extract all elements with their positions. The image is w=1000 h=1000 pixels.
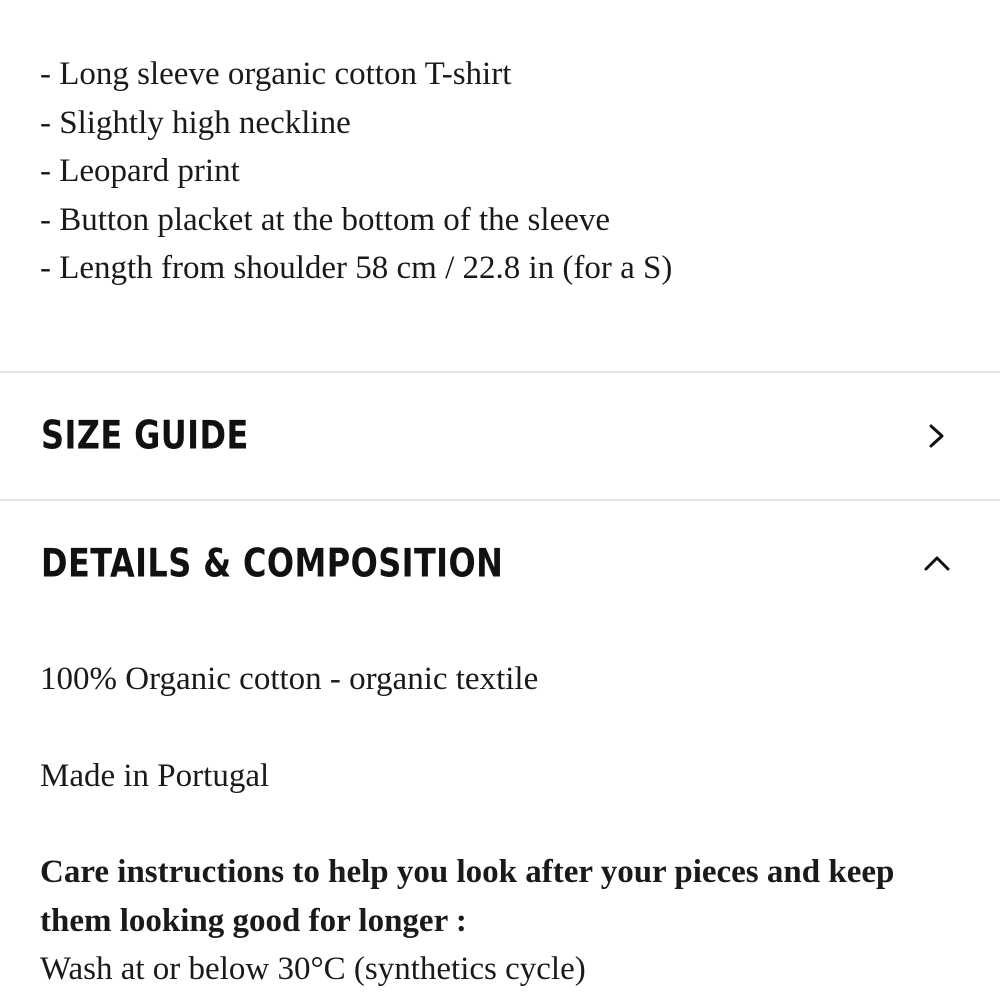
details-composition-title: DETAILS & COMPOSITION	[41, 541, 504, 587]
size-guide-accordion[interactable]	[0, 373, 1000, 499]
care-instructions-heading: Care instructions to help you look after your pieces and keep them looking good for longer :	[40, 854, 895, 939]
feature-item: - Slightly high neckline	[40, 104, 351, 141]
feature-item: - Button placket at the bottom of the sleeve	[40, 201, 611, 238]
product-features-list	[40, 50, 672, 293]
chevron-right-icon	[926, 421, 948, 451]
feature-item: - Leopard print	[40, 153, 240, 189]
composition-text: 100% Organic cotton - organic textile	[40, 661, 539, 697]
origin-text: Made in Portugal	[40, 758, 270, 794]
feature-item: - Length from shoulder 58 cm / 22.8 in (for a S)	[40, 250, 673, 286]
size-guide-title: SIZE GUIDE	[41, 413, 249, 459]
details-composition-accordion[interactable]	[0, 501, 1000, 627]
chevron-up-icon	[922, 549, 952, 579]
care-instruction-item: Wash at or below 30°C (synthetics cycle)	[40, 951, 586, 987]
feature-item: - Long sleeve organic cotton T-shirt	[40, 56, 512, 92]
